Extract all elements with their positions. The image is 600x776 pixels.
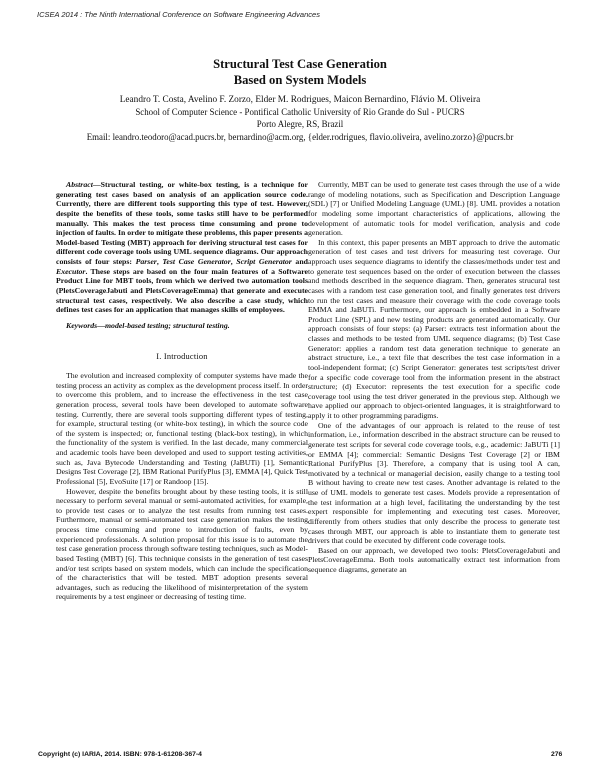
- paragraph: Based on our approach, we developed two tools: PletsCoverageJabuti and PletsCoverageEmma. Both tools automatically extract test information from sequence diagrams, generate an: [308, 545, 560, 574]
- author-names: Leandro T. Costa, Avelino F. Zorzo, Elder M. Rodrigues, Maicon Bernardino, Flávio M. Oliveira: [119, 95, 481, 105]
- keywords: Keywords—model-based testing; structural testing.: [66, 320, 230, 330]
- title-line-1: Structural Test Case Generation: [213, 57, 387, 71]
- paragraph: Currently, MBT can be used to generate test cases through the use of a wide range of modeling notations, such as Specification and Description Language (SDL) [7] or Unified Modeling Language (UML) [8]. UML provides a notation for modeling some important characteristics of applications, allowing the development of automatic tools for model verification, analysis and code generation.: [308, 180, 560, 238]
- affiliation: School of Computer Science - Pontifical Catholic University of Rio Grande do Sul - PUCRS: [135, 107, 465, 118]
- conference-header: ICSEA 2014 : The Ninth International Conference on Software Engineering Advances: [37, 10, 320, 19]
- location: Porto Alegre, RS, Brazil: [256, 119, 344, 130]
- paragraph: However, despite the benefits brought about by these testing tools, it is still necessary to perform several manual or semi-automated activities, for example, to provide test cases or to analyze the test results from running test cases. Furthermore, manual or semi-automated test case generation makes the testing process time consuming and prone to introduction of faults, even by experienced professionals. A solution proposal for this issue is to automate the test case generation process through software testing techniques, such as Model-based Testing (MBT) [6]. This technique consists in the generation of test cases and/or test scripts based on system models, which can include the specification of the characteristics that will be tested. MBT adoption presents several advantages, such as reducing the likelihood of misinterpretation of the system requirements by a test engineer or decreasing of testing time.: [56, 486, 308, 602]
- left-column: [56, 180, 308, 602]
- abstract-lead: Abstract: [66, 180, 93, 189]
- right-column: [308, 180, 560, 575]
- paper-title: [0, 56, 600, 88]
- title-line-2: Based on System Models: [233, 73, 367, 87]
- copyright-footer: Copyright (c) IARIA, 2014. ISBN: 978-1-61208-367-4: [38, 751, 202, 758]
- paragraph: In this context, this paper presents an MBT approach to drive the automatic generation of test cases and test drivers for measuring test coverage. Our approach uses sequence diagrams to identify the classes/methods under test and to generate test sequences based on the order of execution between the classes and methods described in the sequence diagram. Then, generates strucural test cases with a random test case generation tool, and finally generates test drivers to run the test cases and measure their coverage with the code coverage tools EMMA and JaBUTi. Furthermore, our approach is embedded in a Software Product Line (SPL) and new testing products are generated automatically. Our approach consists of four steps: (a) Parser: extracts test information about the classes and methods to be tested from UML sequence diagrams; (b) Test Case Generator: applies a random test data generation technique to generate an abstract structure, i.e., a text file that describes the test case information in a tool-independent format; (c) Script Generator: generates test scripts/test driver for a specific code coverage tool from the information present in the abstract structure; (d) Executor: represents the test execution for a specific code coverage tool using the test driver generated in the previous step. Although we have applied our approach to object-oriented languages, it is straightforward to apply it to other programming paradigms.: [308, 237, 560, 420]
- section-heading-introduction: I. Introduction: [156, 352, 208, 362]
- author-block: [0, 94, 600, 143]
- paragraph: The evolution and increased complexity of computer systems have made the testing process an activity as complex as the development process itself. In order to overcome this problem, and to increase the effectiveness in the test case generation process, several tools have been developed to automate software testing. Currently, there are several tools supporting different types of testing, for example, structural testing (or white-box testing), in which the source code of the system is inspected; or, functional testing (black-box testing), in which the functionality of the system is verified. In the last decade, many commercial and academic tools have been developed and used to support testing activities, such as, Java Bytecode Understanding and Testing (JaBUTi) [1], Semantic Designs Test Coverage [2], IBM Rational PurifyPlus [3], EMMA [4], Quick Test Professional [5], EvoSuite [17] or Randoop [15].: [56, 371, 308, 486]
- page-number: 276: [551, 751, 563, 758]
- paragraph: One of the advantages of our approach is related to the reuse of test information, i.e., information described in the abstract structure can be reused to generate test scripts for several code coverage tools, e.g., academic: JaBUTi [1] or EMMA [4]; commercial: Semantic Designs Test Coverage [2] or IBM Rational PurifyPlus [3]. Therefore, a company that is using tool A can, motivated by a technical or managerial decision, easily change to a testing tool B without having to create new test cases. Another advantage is related to the use of UML models to generate test cases. Models provide a representation of the test information at a high level, facilitating the understanding by the test expert responsible for implementing and executing test cases. Moreover, differently from others studies that only describe the process to generate test cases through MBT, our approach is able to instantiate them to generate test drivers that could be executed by different code coverage tools.: [308, 420, 560, 546]
- email-line: Email: leandro.teodoro@acad.pucrs.br, bernardino@acm.org, {elder.rodrigues, flavio.oliveira, avelino.zorzo}@pucrs.br: [86, 131, 514, 142]
- abstract: Abstract—Structural testing, or white-box testing, is a technique for generating test cases based on analysis of an application source code. Currently, there are different tools supporting this type of test. However, despite the benefits of these tools, some tasks still have to be performed manually. This makes the test process time consuming and prone to injection of faults. In order to mitigate these problems, this paper presents a Model-based Testing (MBT) approach for deriving structural test cases for different code coverage tools using UML sequence diagrams. Our approach consists of four steps: Parser, Test Case Generator, Script Generator and Executor. These steps are based on the four main features of a Software Product Line for MBT tools, from which we derived two automation tools (PletsCoverageJabuti and PletsCoverageEmma) that generate and execute structural test cases, respectively. We also describe a case study, which defines test cases for an application that manages skills of employees.: [56, 180, 308, 315]
